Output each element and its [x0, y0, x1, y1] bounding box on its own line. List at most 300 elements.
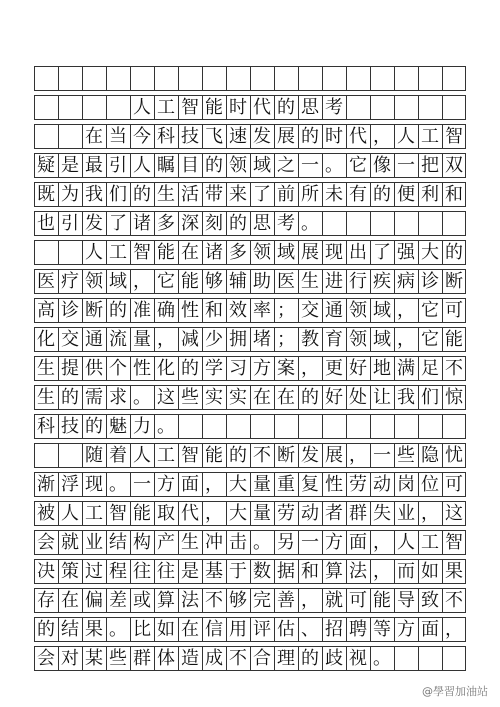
- character-cell: 案: [277, 357, 295, 379]
- character-cell: 导: [397, 589, 415, 611]
- character-cell: 不: [205, 589, 223, 611]
- character-cell: 它: [349, 154, 367, 176]
- character-cell: 思: [301, 96, 319, 118]
- character-cell: 些: [109, 647, 127, 669]
- character-cell: 领: [349, 328, 367, 350]
- character-cell: 智: [181, 96, 199, 118]
- character-cell: 基: [205, 560, 223, 582]
- character-cell: 诸: [205, 241, 223, 263]
- character-cell: 的: [37, 618, 55, 640]
- character-cell: ，: [373, 531, 391, 553]
- character-cell: 最: [85, 154, 103, 176]
- character-cell: 者: [325, 502, 343, 524]
- character-cell: 医: [37, 270, 55, 292]
- character-cell: 交: [61, 328, 79, 350]
- character-cell: 歧: [325, 647, 343, 669]
- character-cell: 能: [373, 589, 391, 611]
- grid-row: [34, 501, 466, 526]
- character-cell: 在: [181, 241, 199, 263]
- character-cell: 域: [373, 328, 391, 350]
- character-cell: 的: [229, 212, 247, 234]
- character-cell: 大: [229, 502, 247, 524]
- character-cell: 一: [397, 154, 415, 176]
- character-cell: 视: [349, 647, 367, 669]
- character-cell: 的: [301, 386, 319, 408]
- character-cell: 智: [445, 125, 463, 147]
- character-cell: 性: [181, 299, 199, 321]
- character-cell: 拥: [229, 328, 247, 350]
- character-cell: 通: [85, 328, 103, 350]
- character-cell: 不: [229, 647, 247, 669]
- character-cell: 可: [445, 299, 463, 321]
- character-cell: 工: [85, 502, 103, 524]
- character-cell: 的: [301, 647, 319, 669]
- character-cell: 不: [253, 444, 271, 466]
- character-cell: 引: [61, 212, 79, 234]
- row-text: [34, 560, 466, 583]
- character-cell: 人: [85, 241, 103, 263]
- character-cell: 技: [61, 415, 79, 437]
- character-cell: ，: [301, 357, 319, 379]
- character-cell: 流: [109, 328, 127, 350]
- character-cell: 多: [157, 212, 175, 234]
- character-cell: 来: [229, 183, 247, 205]
- row-text: [34, 531, 466, 554]
- character-cell: 供: [85, 357, 103, 379]
- character-cell: 的: [373, 183, 391, 205]
- character-cell: 合: [253, 647, 271, 669]
- character-cell: 能: [133, 502, 151, 524]
- character-cell: 另: [277, 531, 295, 553]
- character-cell: 在: [277, 386, 295, 408]
- character-cell: 。: [109, 473, 127, 495]
- character-cell: 医: [277, 270, 295, 292]
- character-cell: 过: [85, 560, 103, 582]
- character-cell: 把: [421, 154, 439, 176]
- character-cell: 的: [277, 96, 295, 118]
- character-cell: 代: [181, 502, 199, 524]
- character-cell: 智: [181, 444, 199, 466]
- character-cell: 面: [181, 473, 199, 495]
- character-cell: 它: [157, 270, 175, 292]
- character-cell: 动: [301, 502, 319, 524]
- grid-row-title: [34, 95, 466, 120]
- character-cell: 的: [181, 357, 199, 379]
- character-cell: 致: [421, 589, 439, 611]
- character-cell: 的: [109, 299, 127, 321]
- character-cell: 估: [277, 618, 295, 640]
- character-cell: 域: [109, 270, 127, 292]
- character-cell: 工: [157, 96, 175, 118]
- character-cell: 力: [133, 415, 151, 437]
- character-cell: 算: [157, 589, 175, 611]
- character-cell: 这: [445, 502, 463, 524]
- character-cell: 成: [205, 647, 223, 669]
- character-cell: 进: [325, 270, 343, 292]
- character-cell: 会: [37, 531, 55, 553]
- character-cell: 在: [181, 618, 199, 640]
- character-cell: 法: [181, 589, 199, 611]
- character-cell: 理: [277, 647, 295, 669]
- character-cell: 时: [229, 96, 247, 118]
- character-cell: 能: [445, 328, 463, 350]
- character-cell: 比: [133, 618, 151, 640]
- character-cell: ，: [205, 502, 223, 524]
- character-cell: 存: [37, 589, 55, 611]
- character-cell: 和: [445, 183, 463, 205]
- character-cell: 面: [421, 618, 439, 640]
- character-cell: 果: [445, 560, 463, 582]
- character-cell: 于: [229, 560, 247, 582]
- character-cell: 域: [253, 154, 271, 176]
- character-cell: 瞩: [157, 154, 175, 176]
- row-text: [34, 212, 466, 235]
- character-cell: 动: [373, 473, 391, 495]
- character-cell: 诸: [133, 212, 151, 234]
- character-cell: ，: [301, 589, 319, 611]
- character-cell: 够: [205, 270, 223, 292]
- character-cell: 高: [37, 299, 55, 321]
- character-cell: 领: [349, 299, 367, 321]
- row-text: [34, 415, 466, 438]
- character-cell: 更: [325, 357, 343, 379]
- row-text: [34, 270, 466, 293]
- character-cell: 用: [229, 618, 247, 640]
- row-text: [34, 444, 466, 467]
- character-cell: 们: [421, 386, 439, 408]
- grid-row: [34, 211, 466, 236]
- character-cell: ，: [205, 473, 223, 495]
- character-cell: 病: [397, 270, 415, 292]
- character-cell: 会: [37, 647, 55, 669]
- character-cell: 实: [205, 386, 223, 408]
- character-cell: 大: [229, 473, 247, 495]
- character-cell: 击: [229, 531, 247, 553]
- character-cell: 取: [157, 502, 175, 524]
- character-cell: 需: [85, 386, 103, 408]
- character-cell: 体: [157, 647, 175, 669]
- character-cell: ，: [397, 299, 415, 321]
- row-text: [34, 96, 466, 119]
- character-cell: 有: [349, 183, 367, 205]
- character-cell: 飞: [205, 125, 223, 147]
- character-cell: 的: [205, 154, 223, 176]
- character-cell: 未: [325, 183, 343, 205]
- character-cell: 量: [253, 502, 271, 524]
- grid-row: [34, 182, 466, 207]
- character-cell: 这: [157, 386, 175, 408]
- character-cell: 对: [61, 647, 79, 669]
- character-cell: 结: [109, 531, 127, 553]
- character-cell: 和: [205, 299, 223, 321]
- character-cell: 足: [421, 357, 439, 379]
- row-text: [34, 647, 466, 670]
- character-cell: 确: [157, 299, 175, 321]
- character-cell: 方: [157, 473, 175, 495]
- character-cell: 生: [301, 270, 319, 292]
- character-cell: 生: [157, 183, 175, 205]
- character-cell: 它: [421, 299, 439, 321]
- character-cell: 好: [349, 357, 367, 379]
- character-cell: 某: [85, 647, 103, 669]
- character-cell: 量: [133, 328, 151, 350]
- character-cell: 现: [325, 241, 343, 263]
- character-cell: 人: [133, 444, 151, 466]
- character-cell: 着: [109, 444, 127, 466]
- character-cell: 果: [85, 618, 103, 640]
- character-cell: 。: [253, 531, 271, 553]
- character-cell: 善: [277, 589, 295, 611]
- character-cell: 法: [349, 560, 367, 582]
- character-cell: 智: [445, 531, 463, 553]
- watermark: @學習加油站: [422, 685, 488, 698]
- character-cell: 领: [253, 241, 271, 263]
- character-cell: 性: [325, 473, 343, 495]
- row-text: [34, 386, 466, 409]
- character-cell: 育: [325, 328, 343, 350]
- character-cell: ，: [421, 502, 439, 524]
- character-cell: 深: [181, 212, 199, 234]
- character-cell: 发: [85, 212, 103, 234]
- character-cell: 习: [229, 357, 247, 379]
- character-cell: 等: [373, 618, 391, 640]
- character-cell: 代: [253, 96, 271, 118]
- character-cell: 诊: [421, 270, 439, 292]
- character-cell: 效: [229, 299, 247, 321]
- character-cell: 算: [325, 560, 343, 582]
- grid-row: [34, 443, 466, 468]
- character-cell: 是: [61, 154, 79, 176]
- grid-row: [34, 559, 466, 584]
- character-cell: 辅: [229, 270, 247, 292]
- character-cell: 、: [301, 618, 319, 640]
- character-cell: 为: [61, 183, 79, 205]
- character-cell: 我: [85, 183, 103, 205]
- character-cell: 程: [109, 560, 127, 582]
- character-cell: 一: [373, 444, 391, 466]
- character-cell: 岗: [397, 473, 415, 495]
- row-text: [34, 183, 466, 206]
- grid-row: [34, 356, 466, 381]
- character-cell: 它: [421, 328, 439, 350]
- character-cell: 的: [301, 125, 319, 147]
- character-cell: 让: [373, 386, 391, 408]
- row-text: [34, 154, 466, 177]
- character-cell: 人: [61, 502, 79, 524]
- character-cell: 速: [229, 125, 247, 147]
- character-cell: 疗: [61, 270, 79, 292]
- character-cell: 和: [301, 560, 319, 582]
- character-cell: 发: [301, 444, 319, 466]
- row-text: [34, 67, 466, 90]
- character-cell: 所: [301, 183, 319, 205]
- character-cell: 堵: [253, 328, 271, 350]
- character-cell: 产: [157, 531, 175, 553]
- character-cell: 群: [349, 502, 367, 524]
- character-cell: 的: [229, 444, 247, 466]
- character-cell: 。: [109, 618, 127, 640]
- character-cell: 策: [61, 560, 79, 582]
- character-cell: 们: [109, 183, 127, 205]
- character-cell: 活: [181, 183, 199, 205]
- character-cell: 的: [445, 241, 463, 263]
- character-cell: 而: [397, 560, 415, 582]
- character-cell: 。: [373, 647, 391, 669]
- character-cell: 方: [397, 618, 415, 640]
- character-cell: 或: [133, 589, 151, 611]
- character-cell: 位: [421, 473, 439, 495]
- character-cell: 失: [373, 502, 391, 524]
- character-cell: ，: [349, 444, 367, 466]
- character-cell: 学: [205, 357, 223, 379]
- character-cell: 智: [133, 241, 151, 263]
- character-cell: 忧: [445, 444, 463, 466]
- character-cell: 既: [37, 183, 55, 205]
- character-cell: 前: [277, 183, 295, 205]
- character-cell: 领: [229, 154, 247, 176]
- character-cell: 助: [253, 270, 271, 292]
- character-cell: 出: [349, 241, 367, 263]
- character-cell: 我: [397, 386, 415, 408]
- character-cell: 实: [229, 386, 247, 408]
- character-cell: 往: [157, 560, 175, 582]
- character-cell: 工: [421, 531, 439, 553]
- character-cell: 了: [109, 212, 127, 234]
- grid-row: [34, 240, 466, 265]
- character-cell: 强: [397, 241, 415, 263]
- character-cell: 好: [325, 386, 343, 408]
- character-cell: 差: [109, 589, 127, 611]
- character-cell: 之: [277, 154, 295, 176]
- character-cell: 少: [205, 328, 223, 350]
- character-cell: 完: [253, 589, 271, 611]
- character-cell: 造: [181, 647, 199, 669]
- character-cell: 劳: [349, 473, 367, 495]
- character-cell: 代: [349, 125, 367, 147]
- character-cell: 能: [157, 241, 175, 263]
- character-cell: 不: [445, 589, 463, 611]
- character-cell: 今: [133, 125, 151, 147]
- character-cell: 了: [253, 183, 271, 205]
- character-cell: 地: [373, 357, 391, 379]
- row-text: [34, 241, 466, 264]
- character-cell: 复: [301, 473, 319, 495]
- character-cell: 时: [325, 125, 343, 147]
- character-cell: 能: [205, 96, 223, 118]
- character-cell: 一: [301, 154, 319, 176]
- character-cell: 人: [133, 154, 151, 176]
- character-cell: 考: [325, 96, 343, 118]
- character-cell: 域: [373, 299, 391, 321]
- character-cell: 招: [325, 618, 343, 640]
- character-cell: 带: [205, 183, 223, 205]
- composition-grid-paper: [34, 66, 466, 675]
- character-cell: 领: [85, 270, 103, 292]
- character-cell: 个: [109, 357, 127, 379]
- character-cell: 便: [397, 183, 415, 205]
- character-cell: 浮: [61, 473, 79, 495]
- character-cell: ，: [373, 560, 391, 582]
- character-cell: 交: [301, 299, 319, 321]
- character-cell: 。: [133, 386, 151, 408]
- character-cell: 率: [253, 299, 271, 321]
- character-cell: 能: [205, 444, 223, 466]
- character-cell: 求: [109, 386, 127, 408]
- character-cell: 科: [37, 415, 55, 437]
- character-cell: 考: [277, 212, 295, 234]
- character-cell: 魅: [109, 415, 127, 437]
- character-cell: 据: [277, 560, 295, 582]
- grid-row: [34, 298, 466, 323]
- character-cell: 展: [325, 444, 343, 466]
- character-cell: ，: [157, 328, 175, 350]
- character-cell: 一: [301, 531, 319, 553]
- character-cell: 在: [85, 125, 103, 147]
- character-cell: 展: [301, 241, 319, 263]
- character-cell: 信: [205, 618, 223, 640]
- character-cell: 在: [253, 386, 271, 408]
- grid-row: [34, 646, 466, 671]
- grid-row-blank: [34, 66, 466, 91]
- character-cell: 决: [37, 560, 55, 582]
- character-cell: 能: [181, 270, 199, 292]
- character-cell: 工: [157, 444, 175, 466]
- character-cell: 思: [253, 212, 271, 234]
- character-cell: 量: [253, 473, 271, 495]
- character-cell: 像: [373, 154, 391, 176]
- character-cell: 面: [349, 531, 367, 553]
- character-cell: 提: [61, 357, 79, 379]
- character-cell: 偏: [85, 589, 103, 611]
- grid-row: [34, 269, 466, 294]
- character-cell: 如: [421, 560, 439, 582]
- character-cell: 发: [253, 125, 271, 147]
- grid-row: [34, 617, 466, 642]
- character-cell: 些: [397, 444, 415, 466]
- character-cell: 断: [277, 444, 295, 466]
- row-text: [34, 502, 466, 525]
- character-cell: 目: [181, 154, 199, 176]
- character-cell: 劳: [277, 502, 295, 524]
- character-cell: 重: [277, 473, 295, 495]
- character-cell: 被: [37, 502, 55, 524]
- character-cell: 工: [109, 241, 127, 263]
- character-cell: 数: [253, 560, 271, 582]
- character-cell: 人: [133, 96, 151, 118]
- character-cell: 往: [133, 560, 151, 582]
- character-cell: 断: [85, 299, 103, 321]
- character-cell: 的: [85, 415, 103, 437]
- character-cell: 断: [445, 270, 463, 292]
- row-text: [34, 618, 466, 641]
- character-cell: 展: [277, 125, 295, 147]
- character-cell: 聘: [349, 618, 367, 640]
- character-cell: ，: [397, 328, 415, 350]
- character-cell: 也: [37, 212, 55, 234]
- row-text: [34, 328, 466, 351]
- character-cell: 够: [229, 589, 247, 611]
- row-text: [34, 125, 466, 148]
- grid-row: [34, 327, 466, 352]
- grid-row: [34, 385, 466, 410]
- character-cell: 诊: [61, 299, 79, 321]
- character-cell: 准: [133, 299, 151, 321]
- character-cell: 构: [133, 531, 151, 553]
- character-cell: 人: [397, 531, 415, 553]
- character-cell: 。: [325, 154, 343, 176]
- character-cell: ，: [133, 270, 151, 292]
- character-cell: 通: [325, 299, 343, 321]
